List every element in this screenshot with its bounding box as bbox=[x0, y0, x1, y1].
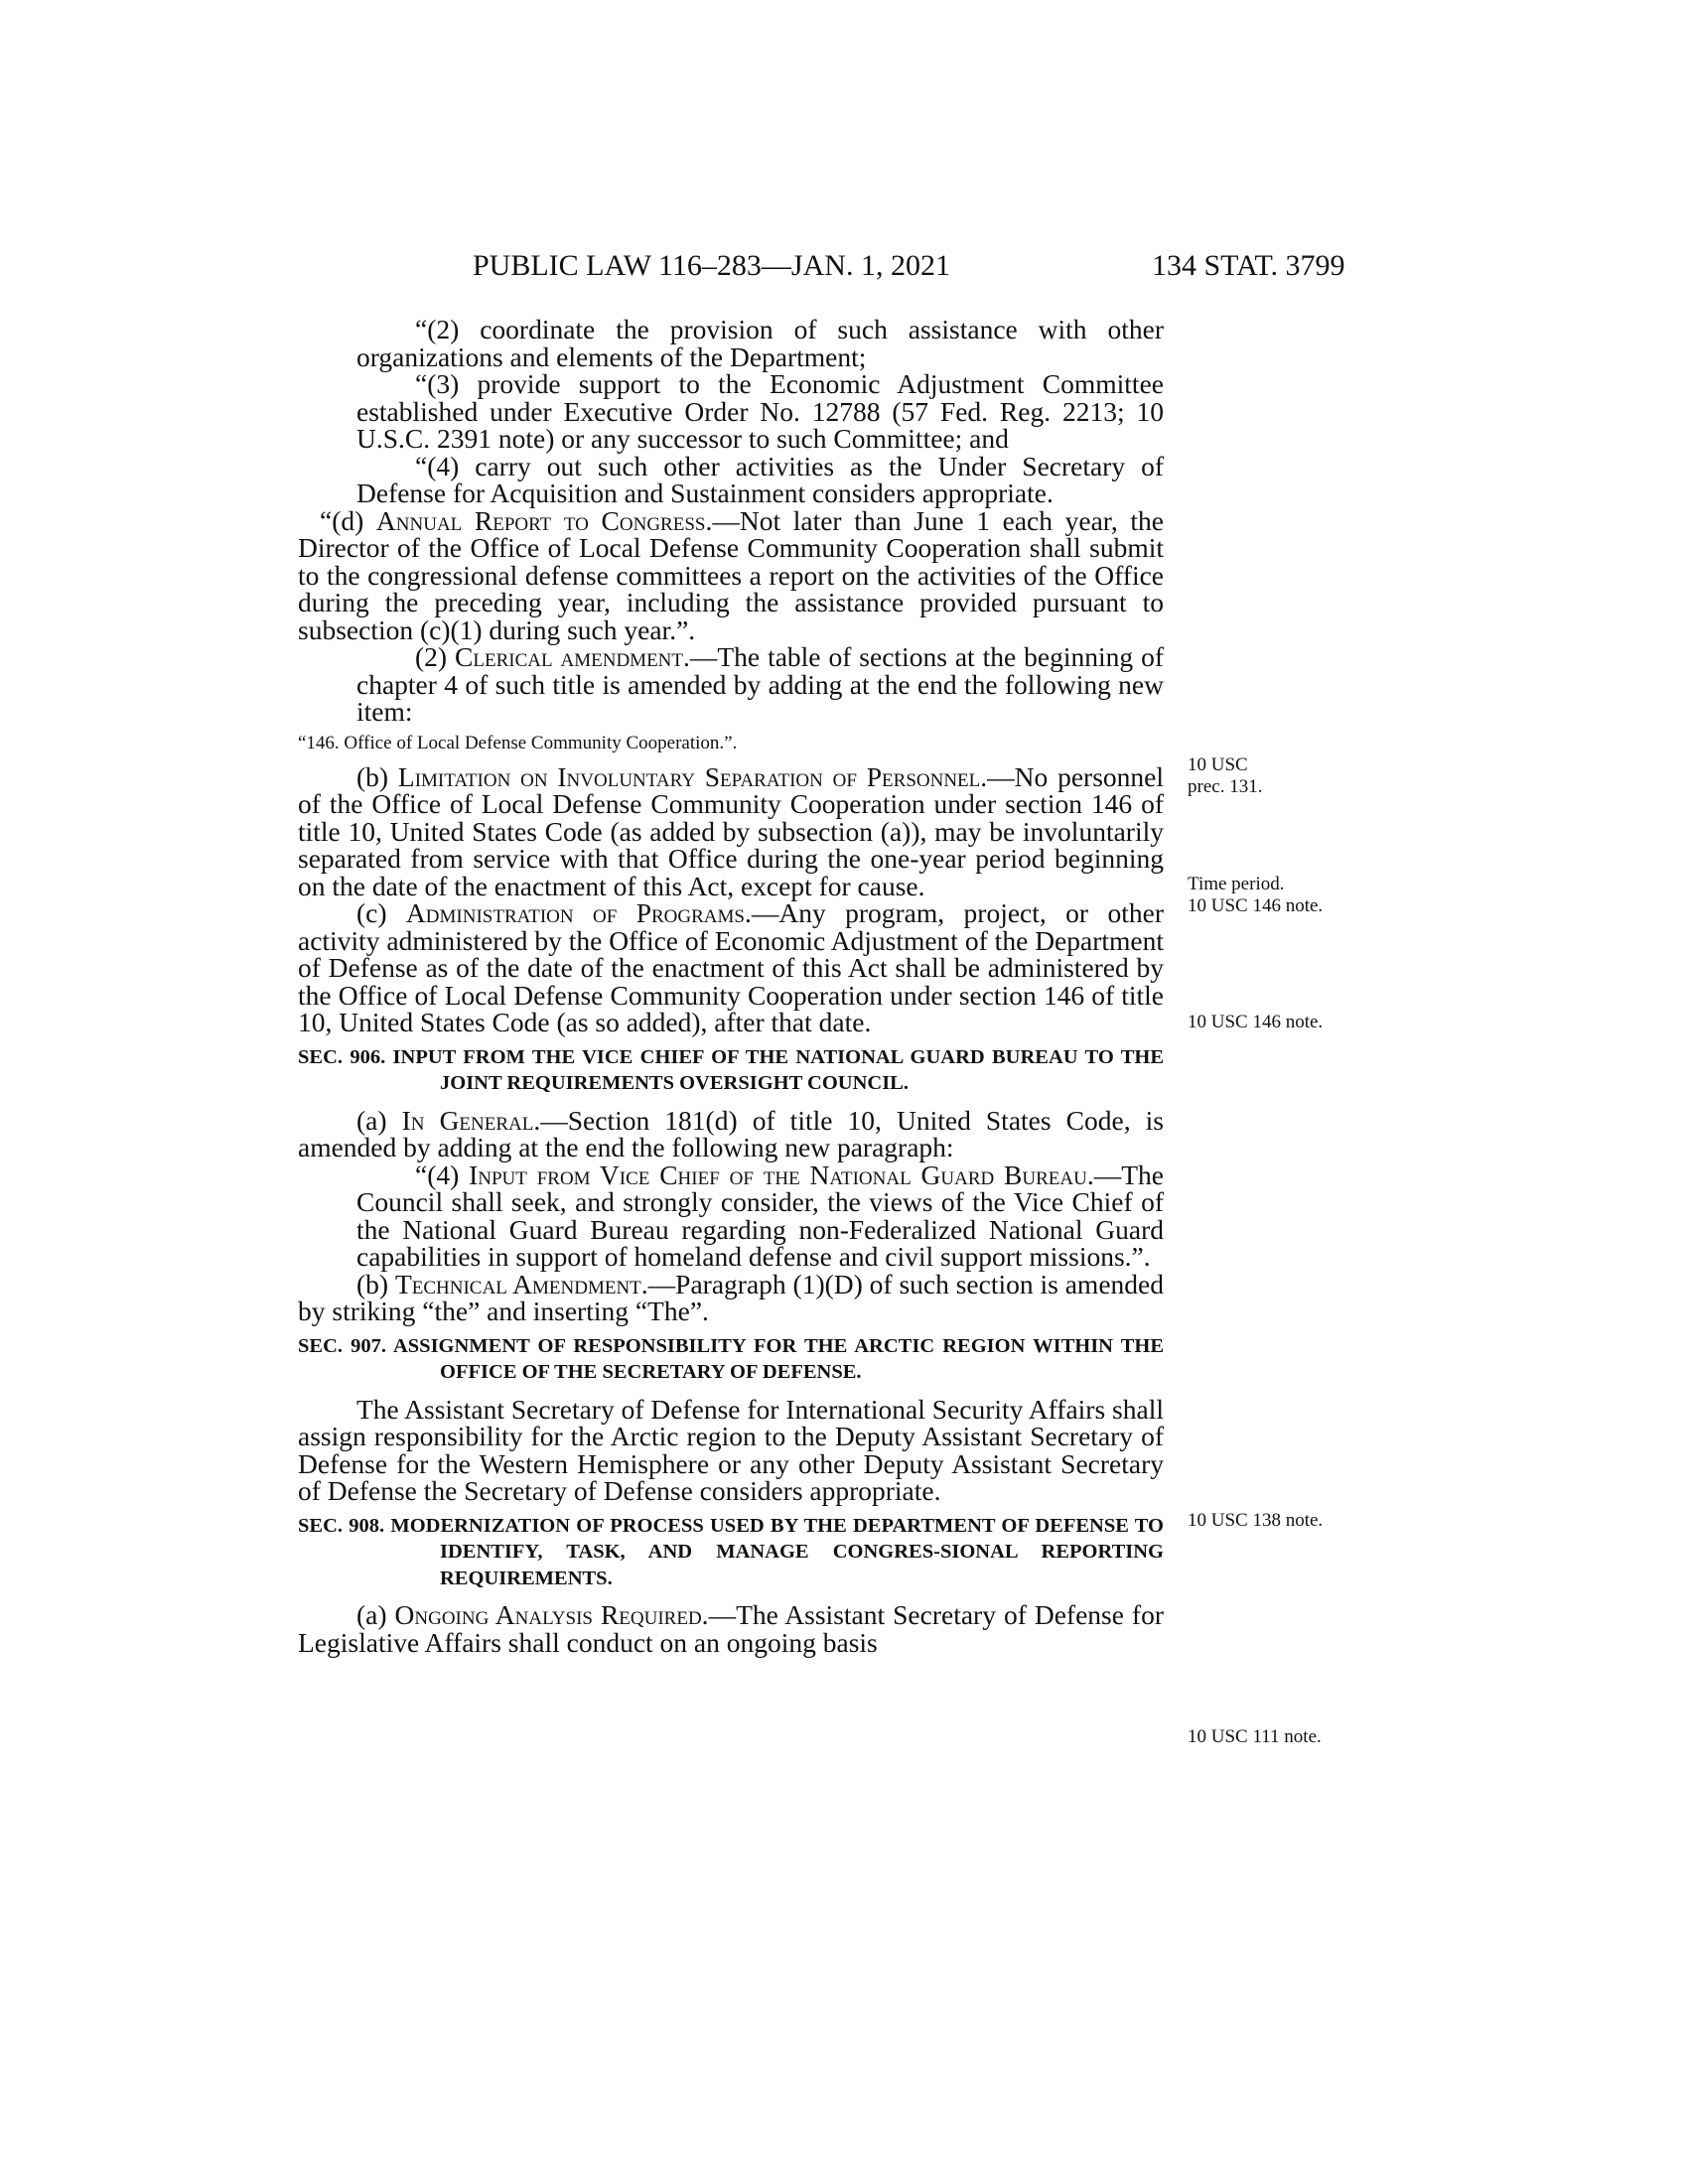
paragraph: (b) Technical Amendment.—Paragraph (1)(D) of such section is amended by striking “the” and inserting “The”. bbox=[298, 1268, 1164, 1326]
paragraph: (b) Limitation on Involuntary Separation of Personnel.—No personnel of the Office of Local Defense Community Cooperation under section 146 of title 10, United States Code (as added by subsection (a)), may be involuntarily separated from service with that Office during the one-year period beginning on the date of the enactment of this Act, except for cause. bbox=[298, 760, 1164, 901]
paragraph: “(4) carry out such other activities as the Under Secretary of Defense for Acquisition and Sustainment considers appropriate. bbox=[356, 450, 1164, 508]
section-heading: SEC. 908. MODERNIZATION OF PROCESS USED BY THE DEPARTMENT OF DEFENSE TO IDENTIFY, TASK, AND MANAGE CONGRES-SIONAL REPORTING REQUIREMENTS. bbox=[298, 1514, 1164, 1589]
paragraph: The Assistant Secretary of Defense for International Security Affairs shall assign responsibility for the Arctic region to the Deputy Assistant Secretary of Defense for the Western Hemisphere or any other Deputy Assistant Secretary of Defense the Secretary of Defense considers appropriate. bbox=[298, 1393, 1164, 1506]
margin-note: Time period. 10 USC 146 note. bbox=[1188, 874, 1324, 916]
paragraph: “(3) provide support to the Economic Adjustment Committee established under Executive Order No. 12788 (57 Fed. Reg. 2213; 10 U.S.C. 2391 note) or any successor to such Committee; and bbox=[356, 368, 1164, 454]
margin-note: 10 USC 138 note. bbox=[1188, 1510, 1324, 1531]
paragraph: “(2) coordinate the provision of such assistance with other organizations and elements of the Department; bbox=[356, 314, 1164, 372]
margin-note: 10 USC 111 note. bbox=[1188, 1726, 1322, 1747]
section-heading: SEC. 906. INPUT FROM THE VICE CHIEF OF THE NATIONAL GUARD BUREAU TO THE JOINT REQUIREMENTS OVERSIGHT COUNCIL. bbox=[298, 1045, 1165, 1094]
paragraph: (c) Administration of Programs.—Any program, project, or other activity administered by the Office of Economic Adjustment of the Department of Defense as of the date of the enactment of this Act shall be administered by the Office of Local Defense Community Cooperation under section 146 of title 10, United States Code (as so added), after that date. bbox=[298, 897, 1164, 1037]
paragraph: “(d) Annual Report to Congress.—Not later than June 1 each year, the Director of the Office of Local Defense Community Cooperation shall submit to the congressional defense committees a report on the activities of the Office during the preceding year, including the assistance provided pursuant to subsection (c)(1) during such year.”. bbox=[298, 504, 1164, 645]
paragraph: (a) In General.—Section 181(d) of title 10, United States Code, is amended by adding at the end the following new paragraph: bbox=[298, 1104, 1164, 1162]
page-number: 134 STAT. 3799 bbox=[1152, 249, 1345, 282]
running-head: PUBLIC LAW 116–283—JAN. 1, 2021 bbox=[473, 249, 950, 282]
margin-note: 10 USC 146 note. bbox=[1188, 1012, 1324, 1032]
body-text bbox=[298, 316, 1164, 1656]
paragraph: (a) Ongoing Analysis Required.—The Assistant Secretary of Defense for Legislative Affairs shall conduct on an ongoing basis bbox=[298, 1599, 1164, 1658]
section-heading: SEC. 907. ASSIGNMENT OF RESPONSIBILITY FOR THE ARCTIC REGION WITHIN THE OFFICE OF THE SECRETARY OF DEFENSE. bbox=[298, 1334, 1165, 1383]
table-of-sections-item: “146. Office of Local Defense Community Cooperation.”. bbox=[298, 732, 738, 753]
paragraph: “(4) Input from Vice Chief of the National Guard Bureau.—The Council shall seek, and strongly consider, the views of the Vice Chief of the National Guard Bureau regarding non-Federalized National Guard capabilities in support of homeland defense and civil support missions.”. bbox=[356, 1159, 1164, 1272]
margin-note: 10 USC prec. 131. bbox=[1188, 754, 1263, 797]
paragraph: (2) Clerical amendment.—The table of sections at the beginning of chapter 4 of such title is amended by adding at the end the following new item: bbox=[356, 641, 1164, 727]
